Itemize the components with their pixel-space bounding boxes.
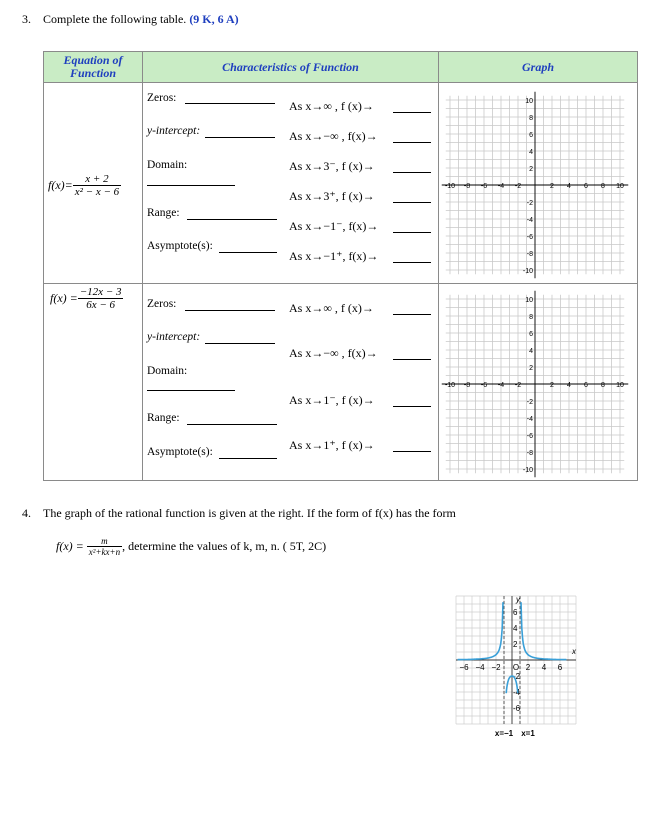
row1-equation: f(x)= $\frac{x + 2}{\text{x² − x − 6}}$	[48, 173, 120, 198]
grid-y-tick: 2	[529, 365, 533, 372]
grid-y-tick: 4	[529, 348, 533, 355]
characteristics-table	[43, 51, 638, 481]
grid-y-tick: -10	[522, 268, 533, 275]
row2-limit-4: As x→1⁺, f (x)→	[289, 438, 375, 452]
question-4-formula	[56, 536, 326, 557]
row2-yint-blank[interactable]	[205, 343, 275, 344]
row2-equation: f(x) = $\frac{-12x - 3}{6x - 6}$	[50, 286, 122, 311]
grid-y-tick: 2	[529, 166, 533, 173]
q4-x-tick: −2	[491, 663, 501, 672]
grid-x-tick: -8	[463, 382, 471, 389]
grid-x-tick: 8	[601, 382, 605, 389]
grid-y-tick: -2	[526, 200, 533, 207]
row2-limit-4-blank[interactable]	[393, 451, 431, 452]
grid-y-tick: 6	[529, 331, 533, 338]
question-3-text	[43, 12, 239, 27]
question-3-marks: (9 K, 6 A)	[189, 12, 239, 26]
q4-formula-lhs: f(x) =	[56, 539, 84, 553]
grid-y-tick: -10	[522, 467, 533, 474]
row2-zeros-blank[interactable]	[185, 310, 275, 311]
row1-yint-label: y-intercept:	[147, 125, 201, 137]
row1-limit-4: As x→3⁺, f (x)→	[289, 189, 375, 203]
row1-limit-3-blank[interactable]	[393, 172, 431, 173]
grid-x-tick: 6	[584, 183, 588, 190]
grid-y-tick: 10	[525, 297, 533, 304]
grid-y-tick: 4	[529, 149, 533, 156]
q4-y-tick: -2	[513, 672, 521, 681]
grid-x-tick: -4	[497, 382, 505, 389]
row2-limit-1-blank[interactable]	[393, 314, 431, 315]
grid-x-tick: 10	[616, 183, 624, 190]
grid-y-tick: -8	[526, 450, 533, 457]
grid-y-tick: 8	[529, 115, 533, 122]
row1-zeros-label: Zeros:	[147, 92, 177, 104]
q4-formula-numerator: m	[87, 536, 122, 547]
grid-y-tick: -8	[526, 251, 533, 258]
row1-blank-grid[interactable]	[439, 83, 638, 283]
header-graph: Graph	[439, 52, 638, 83]
row1-limit-6: As x→−1⁺, f(x)→	[289, 249, 379, 263]
q4-x-tick: −4	[475, 663, 485, 672]
q4-x-tick: 4	[541, 663, 547, 672]
row1-characteristics-cell	[143, 83, 439, 284]
row2-blank-grid[interactable]	[439, 284, 638, 480]
grid-x-tick: 4	[567, 183, 571, 190]
row1-limit-4-blank[interactable]	[393, 202, 431, 203]
row1-limit-6-blank[interactable]	[393, 262, 431, 263]
grid-x-tick: 4	[567, 382, 571, 389]
row1-range-label: Range:	[147, 207, 180, 219]
q4-x-tick: O	[512, 663, 520, 672]
q4-x-tick: −6	[459, 663, 469, 672]
row1-asymptote-blank[interactable]	[219, 252, 277, 253]
row1-limit-2: As x→−∞ , f(x)→	[289, 129, 378, 143]
q4-asymptote-label: x=1	[521, 729, 535, 738]
q4-rational-graph	[428, 578, 628, 758]
header-equation: Equation of Function	[44, 52, 143, 83]
row1-limit-5-blank[interactable]	[393, 232, 431, 233]
row2-limit-2-blank[interactable]	[393, 359, 431, 360]
question-4-number: 4.	[22, 506, 31, 520]
q4-y-tick: 4	[513, 624, 518, 633]
row1-denominator: x² − x − 6	[74, 186, 120, 198]
grid-x-tick: 2	[550, 382, 554, 389]
row2-limit-2: As x→−∞ , f(x)→	[289, 346, 378, 360]
grid-x-tick: -2	[514, 382, 522, 389]
row1-limit-2-blank[interactable]	[393, 142, 431, 143]
grid-x-tick: 2	[550, 183, 554, 190]
row2-zeros-label: Zeros:	[147, 298, 177, 310]
row2-numerator: −12x − 3	[79, 286, 122, 298]
question-3-number: 3.	[22, 12, 31, 26]
row1-zeros-blank[interactable]	[185, 103, 275, 104]
row2-domain-blank[interactable]	[147, 390, 235, 391]
grid-y-tick: -6	[526, 234, 533, 241]
grid-y-tick: 8	[529, 314, 533, 321]
grid-y-tick: -4	[526, 217, 533, 224]
row1-range-blank[interactable]	[187, 219, 277, 220]
row1-equation-cell	[44, 83, 143, 284]
row2-domain-label: Domain:	[147, 365, 188, 377]
row2-asymptote-label: Asymptote(s):	[147, 446, 213, 458]
grid-x-tick: -8	[463, 183, 471, 190]
q4-asymptote-label: x=−1	[494, 729, 514, 738]
row2-equation-cell	[44, 284, 143, 481]
header-characteristics: Characteristics of Function	[143, 52, 439, 83]
q4-x-tick: 6	[557, 663, 563, 672]
row1-domain-blank[interactable]	[147, 185, 235, 186]
row2-limit-3: As x→1⁻, f (x)→	[289, 393, 375, 407]
grid-y-tick: -2	[526, 399, 533, 406]
row1-asymptote-label: Asymptote(s):	[147, 240, 213, 252]
row1-limit-3: As x→3⁻, f (x)→	[289, 159, 375, 173]
grid-x-tick: -2	[514, 183, 522, 190]
grid-x-tick: -6	[480, 183, 488, 190]
row2-denominator: 6x − 6	[86, 299, 116, 311]
row2-limit-3-blank[interactable]	[393, 406, 431, 407]
q4-x-label: x	[572, 647, 576, 656]
q4-y-tick: 6	[513, 608, 518, 617]
grid-y-tick: -6	[526, 433, 533, 440]
row2-limit-1: As x→∞ , f (x)→	[289, 301, 374, 315]
q4-formula-denominator: x²+kx+n	[88, 547, 121, 557]
row1-graph-cell	[439, 83, 638, 284]
row2-graph-cell	[439, 284, 638, 481]
q4-y-label: y	[516, 595, 520, 604]
grid-x-tick: 10	[616, 382, 624, 389]
grid-y-tick: -4	[526, 416, 533, 423]
row2-range-label: Range:	[147, 412, 180, 424]
q4-y-tick: -6	[513, 704, 521, 713]
question-4-text: The graph of the rational function is given at the right. If the form of f(x) has the form	[43, 506, 456, 520]
grid-x-tick: 6	[584, 382, 588, 389]
row1-domain-label: Domain:	[147, 159, 188, 171]
grid-y-tick: 6	[529, 132, 533, 139]
q4-y-tick: 2	[513, 640, 518, 649]
grid-x-tick: -10	[444, 183, 456, 190]
grid-y-tick: 10	[525, 98, 533, 105]
grid-x-tick: -10	[444, 382, 456, 389]
row1-yint-blank[interactable]	[205, 137, 275, 138]
row2-asymptote-blank[interactable]	[219, 458, 277, 459]
grid-x-tick: -6	[480, 382, 488, 389]
row1-limit-1-blank[interactable]	[393, 112, 431, 113]
row1-limit-1: As x→∞ , f (x)→	[289, 99, 374, 113]
row2-range-blank[interactable]	[187, 424, 277, 425]
grid-x-tick: 8	[601, 183, 605, 190]
q4-formula-tail: , determine the values of k, m, n. ( 5T, 2C)	[122, 539, 327, 553]
question-3-prompt: Complete the following table.	[43, 12, 187, 26]
row1-limit-5: As x→−1⁻, f(x)→	[289, 219, 379, 233]
row2-characteristics-cell	[143, 284, 439, 481]
grid-x-tick: -4	[497, 183, 505, 190]
q4-y-tick: -4	[513, 688, 521, 697]
q4-x-tick: 2	[525, 663, 531, 672]
row2-yint-label: y-intercept:	[147, 331, 201, 343]
row1-numerator: x + 2	[73, 173, 121, 186]
